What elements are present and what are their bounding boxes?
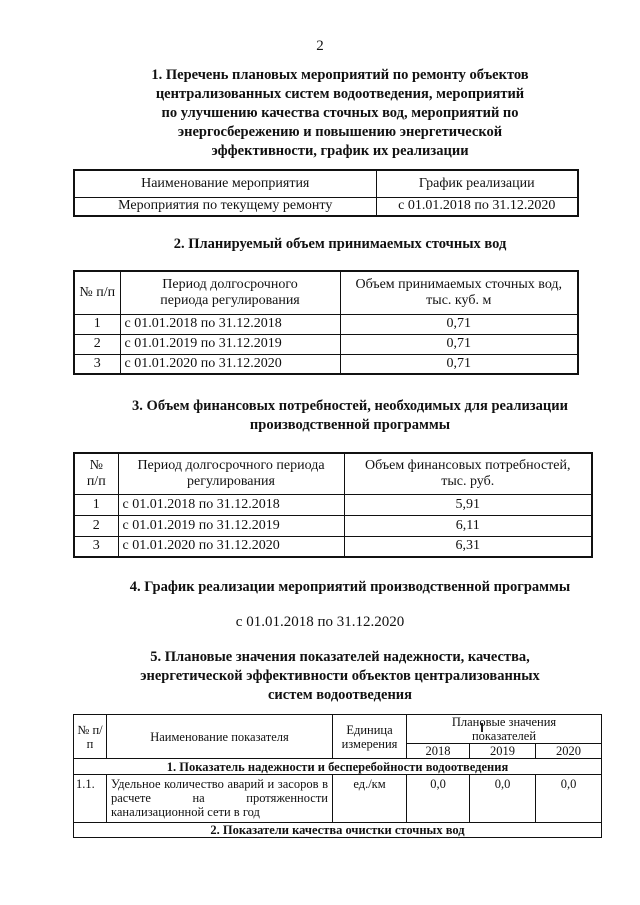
table-row	[74, 494, 592, 515]
header-cell-year: 2018	[407, 744, 470, 759]
section3-title	[60, 397, 640, 435]
table-cell: 1.1.	[74, 775, 107, 823]
section5-title-line: энергетической эффективности объектов централизованных	[140, 668, 540, 684]
table-cell: с 01.01.2018 по 31.12.2018	[118, 494, 344, 515]
section3-title-line: 3. Объем финансовых потребностей, необходимых для реализации	[132, 398, 568, 414]
group-heading: 1. Показатель надежности и бесперебойности водоотведения	[74, 759, 602, 775]
header-cell: № п/п	[74, 271, 120, 314]
table-cell: Удельное количество аварий и засоров в расчете на протяженности канализационной сети в год	[107, 775, 333, 823]
section3-table	[73, 452, 593, 558]
table-group-row	[74, 823, 602, 838]
table-row	[74, 775, 602, 823]
header-cell: № п/п	[74, 453, 118, 494]
table-cell: 6,11	[344, 515, 592, 536]
group-heading: 2. Показатели качества очистки сточных вод	[74, 823, 602, 838]
section3-title-line: производственной программы	[249, 417, 451, 433]
section4-title: 4. График реализации мероприятий производственной программы	[129, 579, 571, 595]
header-cell: Объем принимаемых сточных вод, тыс. куб. м	[340, 271, 578, 314]
header-cell: Период долгосрочного периода регулирования	[118, 453, 344, 494]
table-cell: 6,31	[344, 536, 592, 557]
table-cell: 3	[74, 536, 118, 557]
table-header-row	[74, 715, 602, 744]
section2-title: 2. Планируемый объем принимаемых сточных вод	[173, 236, 507, 252]
section5-table	[73, 714, 602, 838]
table-header-row	[74, 271, 578, 314]
table-row	[74, 354, 578, 374]
section1-title-line: энергосбережению и повышению энергетической	[177, 124, 503, 140]
table-cell: с 01.01.2019 по 31.12.2019	[118, 515, 344, 536]
section1-title-line: 1. Перечень плановых мероприятий по ремонту объектов	[151, 67, 529, 83]
header-cell-year: 2020	[536, 744, 602, 759]
header-cell-plan: Плановые значения показателей	[407, 715, 602, 744]
table-row	[74, 515, 592, 536]
header-cell: График реализации	[376, 170, 578, 197]
header-cell-unit: Единица измерения	[333, 715, 407, 759]
table-row	[74, 197, 578, 216]
table-cell: 0,0	[470, 775, 536, 823]
table-cell: 0,71	[340, 354, 578, 374]
table-cell: 5,91	[344, 494, 592, 515]
header-cell: Наименование мероприятия	[74, 170, 376, 197]
table-cell: 0,0	[536, 775, 602, 823]
table-cell: ед./км	[333, 775, 407, 823]
table-cell: 2	[74, 334, 120, 354]
section5-title-line: 5. Плановые значения показателей надежности, качества,	[150, 649, 530, 665]
table-cell: Мероприятия по текущему ремонту	[74, 197, 376, 216]
table-cell: 3	[74, 354, 120, 374]
section1-title-line: эффективности, график их реализации	[211, 143, 469, 159]
table-row	[74, 314, 578, 334]
table-header-row	[74, 453, 592, 494]
table-cell: 0,0	[407, 775, 470, 823]
page-number: 2	[316, 38, 324, 54]
table-cell: 0,71	[340, 314, 578, 334]
table-row	[74, 334, 578, 354]
section1-title-line: по улучшению качества сточных вод, мероприятий по	[161, 105, 519, 121]
section5-title-line: систем водоотведения	[267, 687, 413, 703]
table-cell: с 01.01.2019 по 31.12.2019	[120, 334, 340, 354]
table-group-row	[74, 759, 602, 775]
section1-title-line: централизованных систем водоотведения, мероприятий	[155, 86, 525, 102]
table-cell: 1	[74, 314, 120, 334]
header-cell: Объем финансовых потребностей, тыс. руб.	[344, 453, 592, 494]
section2-table	[73, 270, 579, 375]
table-cell: 0,71	[340, 334, 578, 354]
header-cell-year: 2019	[470, 744, 536, 759]
table-cell: с 01.01.2020 по 31.12.2020	[118, 536, 344, 557]
section4-period: с 01.01.2018 по 31.12.2020	[235, 614, 405, 630]
table-cell: 2	[74, 515, 118, 536]
header-cell-name: Наименование показателя	[107, 715, 333, 759]
table-header-row	[74, 170, 578, 197]
table-cell: 1	[74, 494, 118, 515]
header-cell: Период долгосрочного периода регулирования	[120, 271, 340, 314]
section1-title	[60, 66, 620, 161]
section1-table	[73, 169, 579, 217]
table-cell: с 01.01.2018 по 31.12.2018	[120, 314, 340, 334]
header-cell-number: № п/п	[74, 715, 107, 759]
table-cell: с 01.01.2020 по 31.12.2020	[120, 354, 340, 374]
table-row	[74, 536, 592, 557]
table-cell: с 01.01.2018 по 31.12.2020	[376, 197, 578, 216]
section5-title	[60, 648, 620, 705]
